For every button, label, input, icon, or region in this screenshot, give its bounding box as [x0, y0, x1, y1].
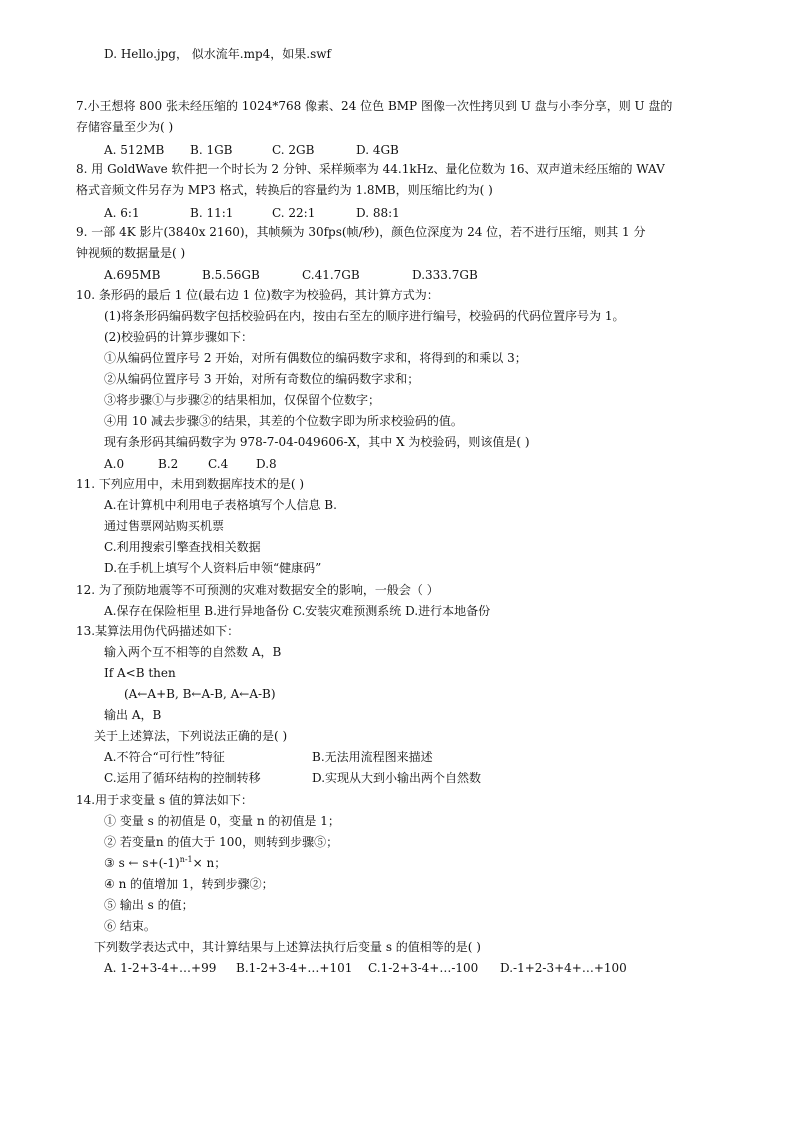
q14-option-b: B.1-2+3-4+…+101 — [236, 961, 353, 975]
q11-stem: 11. 下列应用中，未用到数据库技术的是( ) — [76, 477, 305, 491]
q10-step4: ④用 10 减去步骤③的结果，其差的个位数字即为所求校验码的值。 — [104, 414, 463, 428]
q13-option-b: B.无法用流程图来描述 — [312, 750, 433, 764]
q13-question: 关于上述算法，下列说法正确的是( ) — [94, 729, 288, 743]
q8-stem-line2: 格式音频文件另存为 MP3 格式，转换后的容量约为 1.8MB，则压缩比约为( ) — [76, 183, 493, 197]
q9-option-c: C.41.7GB — [302, 268, 360, 282]
q11-option-a: A.在计算机中利用电子表格填写个人信息 B. — [104, 498, 337, 512]
q11-option-c: C.利用搜索引擎查找相关数据 — [104, 540, 261, 554]
q10-step1: ①从编码位置序号 2 开始，对所有偶数位的编码数字求和，将得到的和乘以 3； — [104, 351, 527, 365]
q13-code-line2: If A<B then — [104, 666, 176, 680]
q14-step1: ① 变量 s 的初值是 0，变量 n 的初值是 1； — [104, 814, 340, 828]
q14-step2: ② 若变量n 的值大于 100，则转到步骤⑤； — [104, 835, 339, 849]
q10-stem: 10. 条形码的最后 1 位(最右边 1 位)数字为校验码，其计算方式为： — [76, 288, 439, 302]
q13-stem: 13.某算法用伪代码描述如下： — [76, 624, 240, 638]
q8-option-d: D. 88:1 — [356, 206, 400, 220]
q7-option-b: B. 1GB — [190, 143, 233, 157]
q10-option-a: A.0 — [104, 457, 125, 471]
q7-stem-line2: 存储容量至少为( ) — [76, 120, 174, 134]
q8-stem-line1: 8. 用 GoldWave 软件把一个时长为 2 分钟、采样频率为 44.1kHz、量化位数为 16、双声道未经压缩的 WAV — [76, 162, 665, 176]
q11-option-d: D.在手机上填写个人资料后申领“健康码” — [104, 561, 322, 575]
q9-stem-line1: 9. 一部 4K 影片(3840x 2160)，其帧频为 30fps(帧/秒)，颜色位深度为 24 位，若不进行压缩，则其 1 分 — [76, 225, 646, 239]
q7-stem-line1: 7.小王想将 800 张未经压缩的 1024*768 像素、24 位色 BMP 图像一次性拷贝到 U 盘与小李分享，则 U 盘的 — [76, 99, 673, 113]
q14-option-d: D.-1+2-3+4+…+100 — [500, 961, 627, 975]
q7-option-a: A. 512MB — [104, 143, 165, 157]
q14-step3 — [104, 853, 226, 874]
q12-options: A.保存在保险柜里 B.进行异地备份 C.安装灾难预测系统 D.进行本地备份 — [104, 604, 491, 618]
q10-option-d: D.8 — [256, 457, 277, 471]
q7-option-d: D. 4GB — [356, 143, 399, 157]
q10-option-b: B.2 — [158, 457, 179, 471]
q6-option-d: D. Hello.jpg， 似水流年.mp4，如果.swf — [104, 47, 331, 61]
q10-option-c: C.4 — [208, 457, 229, 471]
q10-rule1: (1)将条形码编码数字包括校验码在内，按由右至左的顺序进行编号，校验码的代码位置序号为 1。 — [104, 309, 625, 323]
q9-option-b: B.5.56GB — [202, 268, 260, 282]
q13-code-line1: 输入两个互不相等的自然数 A，B — [104, 645, 282, 659]
q13-option-c: C.运用了循环结构的控制转移 — [104, 771, 261, 785]
q14-option-c: C.1-2+3-4+…-100 — [368, 961, 479, 975]
q10-step3: ③将步骤①与步骤②的结果相加，仅保留个位数字； — [104, 393, 381, 407]
q14-step3-exponent: n-1 — [179, 855, 193, 864]
q10-step2: ②从编码位置序号 3 开始，对所有奇数位的编码数字求和； — [104, 372, 420, 386]
q8-option-c: C. 22:1 — [272, 206, 316, 220]
q8-option-a: A. 6:1 — [104, 206, 140, 220]
q14-step3-tail: × n； — [192, 856, 227, 870]
q9-option-d: D.333.7GB — [412, 268, 478, 282]
q14-stem: 14.用于求变量 s 值的算法如下： — [76, 793, 253, 807]
q13-option-d: D.实现从大到小输出两个自然数 — [312, 771, 482, 785]
q10-rule2: (2)校验码的计算步骤如下： — [104, 330, 253, 344]
q11-option-b: 通过售票网站购买机票 — [104, 519, 225, 533]
q13-option-a: A.不符合“可行性”特征 — [104, 750, 225, 764]
q14-step6: ⑥ 结束。 — [104, 919, 156, 933]
q9-stem-line2: 钟视频的数据量是( ) — [76, 246, 186, 260]
q14-step4: ④ n 的值增加 1，转到步骤②； — [104, 877, 274, 891]
q14-step5: ⑤ 输出 s 的值； — [104, 898, 194, 912]
q14-option-a: A. 1-2+3-4+…+99 — [104, 961, 217, 975]
q12-stem: 12. 为了预防地震等不可预测的灾难对数据安全的影响，一般会（ ） — [76, 583, 439, 597]
q14-step3-main: ③ s ← s+(-1) — [104, 856, 180, 870]
q13-code-line4: 输出 A，B — [104, 708, 162, 722]
q14-question: 下列数学表达式中，其计算结果与上述算法执行后变量 s 的值相等的是( ) — [94, 940, 481, 954]
q7-option-c: C. 2GB — [272, 143, 315, 157]
q13-code-line3: (A←A+B, B←A-B, A←A-B) — [124, 687, 276, 701]
q9-option-a: A.695MB — [104, 268, 161, 282]
q8-option-b: B. 11:1 — [190, 206, 234, 220]
q10-question: 现有条形码其编码数字为 978-7-04-049606-X，其中 X 为校验码，则该值是( ) — [104, 435, 530, 449]
